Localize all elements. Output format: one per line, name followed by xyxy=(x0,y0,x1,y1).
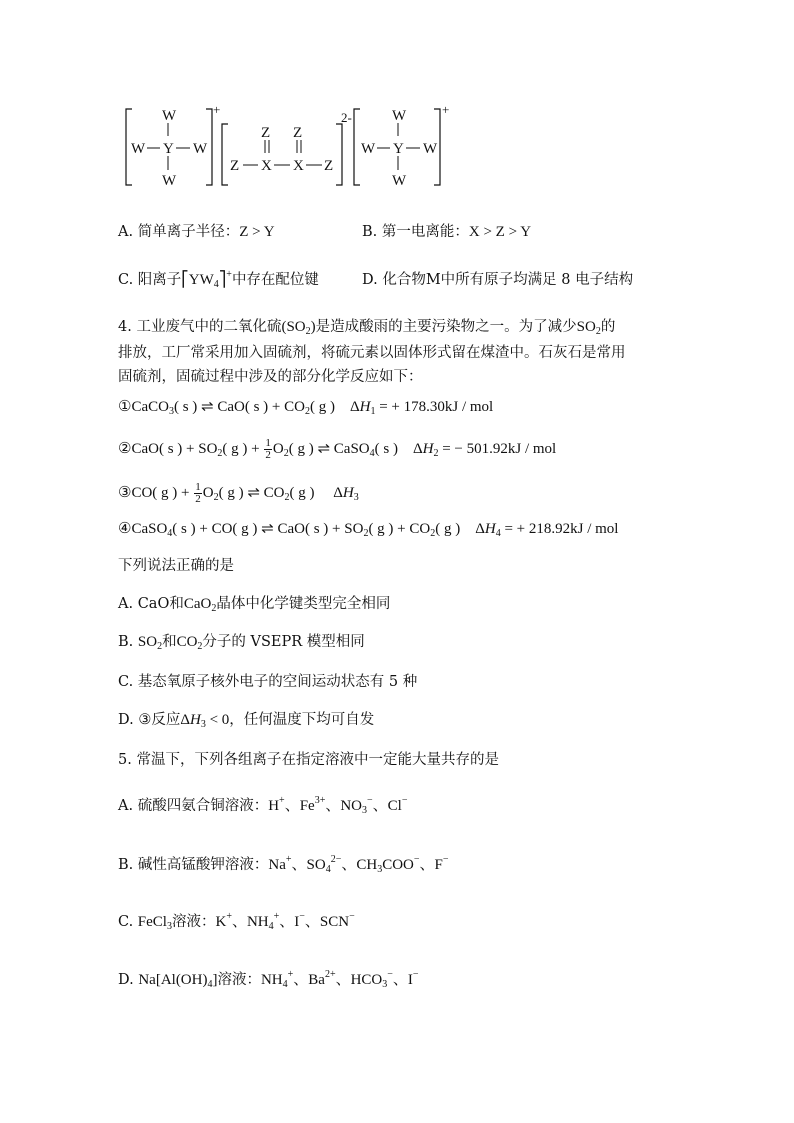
q4-stem-line1: 4. 工业废气中的二氧化硫$(SO_2)$是造成酸雨的主要污染物之一。为了减少$SO_2$的 xyxy=(118,319,616,337)
q4-stem-line3: 固硫剂，固硫过程中涉及的部分化学反应如下： xyxy=(118,369,423,385)
atom-w: W xyxy=(131,141,146,157)
q4-option-d: D. ③反应$\Delta H_3 < 0$，任何温度下均可自发 xyxy=(118,712,375,730)
atom-w: W xyxy=(392,173,407,189)
atom-w: W xyxy=(423,141,438,157)
q5-option-d: D. $Na[Al(OH)_4]$溶液：$NH_4^+$、$Ba^{2+}$、$HCO_3^-$、I− xyxy=(118,969,419,990)
atom-y: Y xyxy=(163,141,174,157)
reaction-4: ④CaSO$_4$( s ) + CO( g ) ⇌ CaO( s ) + $SO_2$( g ) + $CO_2$( g ) $\Delta H_4$ = + 218.92kJ / mol xyxy=(118,519,619,539)
q5-stem: 5. 常温下，下列各组离子在指定溶液中一定能大量共存的是 xyxy=(118,752,499,768)
charge: + xyxy=(213,102,221,117)
atom-w: W xyxy=(162,108,177,124)
anion xyxy=(222,110,352,185)
reaction-3: ③CO( g ) + $\frac{1}{2}$ $O_2$( g ) ⇌ $CO_2$( g ) $\Delta H_3$ xyxy=(118,481,359,506)
atom-z: Z xyxy=(293,125,303,141)
atom-x: X xyxy=(261,158,272,174)
structure-diagram xyxy=(0,95,794,295)
q5-option-c: C. FeCl$_3$溶液：K+、$NH_4^+$、I−、SCN− xyxy=(118,911,355,932)
q5-option-b: B. 碱性高锰酸钾溶液：Na+、$SO_4^{2-}$、$CH_3COO^-$、F− xyxy=(118,854,449,875)
atom-z: Z xyxy=(230,158,240,174)
q3-option-a: A. 简单离子半径：Z > Y xyxy=(118,224,275,240)
q3-option-c: C. 阳离子$⎡YW_4⎤^+$中存在配位键 xyxy=(118,269,319,290)
reaction-1: ①CaCO$_3$( s ) ⇌ CaO( s ) + $CO_2$( g ) $\Delta H_1$ = + 178.30kJ / mol xyxy=(118,397,494,417)
atom-z: Z xyxy=(261,125,271,141)
atom-z: Z xyxy=(324,158,334,174)
atom-w: W xyxy=(392,108,407,124)
q5-option-a: A. 硫酸四氨合铜溶液：H+、$Fe^{3+}$、$NO_3^-$、Cl− xyxy=(118,795,408,816)
atom-y: Y xyxy=(393,141,404,157)
atom-w: W xyxy=(193,141,208,157)
charge: + xyxy=(442,102,450,117)
atom-w: W xyxy=(162,173,177,189)
q4-option-c: C. 基态氧原子核外电子的空间运动状态有 5 种 xyxy=(118,674,418,690)
atom-x: X xyxy=(293,158,304,174)
q4-option-a: A. CaO和CaO$_2$晶体中化学键类型完全相同 xyxy=(118,596,391,614)
atom-w: W xyxy=(361,141,376,157)
reaction-2: ②CaO( s ) + $SO_2$( g ) + $\frac{1}{2}$ $O_2$( g ) ⇌ CaSO$_4$( s ) $\Delta H_2$ = − 501.92kJ / mol xyxy=(118,437,557,462)
q3-option-b: B. 第一电离能：X > Z > Y xyxy=(362,224,532,240)
charge: 2- xyxy=(341,110,352,125)
cation-left xyxy=(126,102,220,189)
q4-ask: 下列说法正确的是 xyxy=(118,558,234,574)
q4-option-b: B. $SO_2$和$CO_2$分子的 VSEPR 模型相同 xyxy=(118,634,365,652)
cation-right xyxy=(354,102,449,189)
q3-option-d: D. 化合物M中所有原子均满足 8 电子结构 xyxy=(362,272,634,288)
q4-stem-line2: 排放，工厂常采用加入固硫剂，将硫元素以固体形式留在煤渣中。石灰石是常用 xyxy=(118,345,626,361)
